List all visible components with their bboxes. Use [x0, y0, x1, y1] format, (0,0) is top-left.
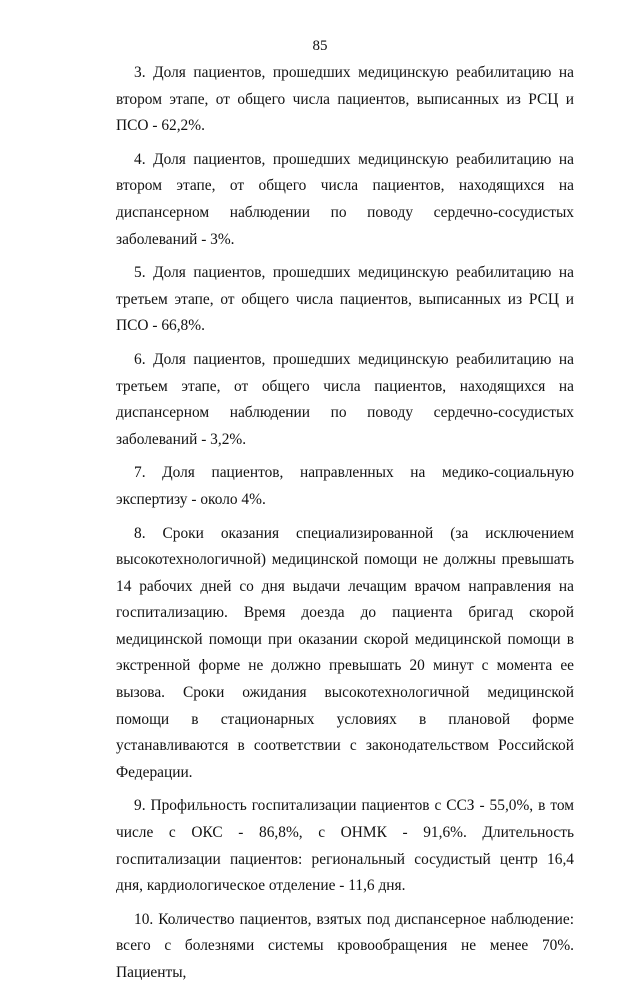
paragraph-item-4: 4. Доля пациентов, прошедших медицинскую реабилитацию на втором этапе, от общего числа пациентов, находящихся на диспансерном наблюдении по поводу сердечно-сосудистых заболеваний - 3%.	[116, 150, 574, 248]
paragraph-item-9: 9. Профильность госпитализации пациентов с ССЗ - 55,0%, в том числе с ОКС - 86,8%, с ОНМК - 91,6%. Длительность госпитализации пациентов: региональный сосудистый центр 16,4 дня, кардиологическое отделение - 11,6 дня.	[116, 797, 574, 895]
page-number: 85	[312, 38, 328, 54]
paragraph-item-7: 7. Доля пациентов, направленных на медико-социальную экспертизу - около 4%.	[116, 464, 574, 508]
page-body	[116, 60, 574, 994]
paragraph-item-10: 10. Количество пациентов, взятых под диспансерное наблюдение: всего с болезнями системы кровообращения не менее 70%. Пациенты,	[116, 910, 574, 981]
paragraph-item-6: 6. Доля пациентов, прошедших медицинскую реабилитацию на третьем этапе, от общего числа пациентов, находящихся на диспансерном наблюдении по поводу сердечно-сосудистых заболеваний - 3,2%.	[116, 350, 574, 448]
paragraph-item-8: 8. Сроки оказания специализированной (за исключением высокотехнологичной) медицинской помощи не должны превышать 14 рабочих дней со дня выдачи лечащим врачом направления на госпитализацию. Время доезда до пациента бригад скорой медицинской помощи при оказании скорой медицинской помощи в экстренной форме не должно превышать 20 минут с момента ее вызова. Сроки ожидания высокотехнологичной медицинской помощи в стационарных условиях в плановой форме устанавливаются в соответствии с законодательством Российской Федерации.	[116, 524, 574, 781]
paragraph-item-5: 5. Доля пациентов, прошедших медицинскую реабилитацию на третьем этапе, от общего числа пациентов, выписанных из РСЦ и ПСО - 66,8%.	[116, 264, 574, 335]
paragraph-item-3: 3. Доля пациентов, прошедших медицинскую реабилитацию на втором этапе, от общего числа пациентов, выписанных из РСЦ и ПСО - 62,2%.	[116, 64, 574, 135]
